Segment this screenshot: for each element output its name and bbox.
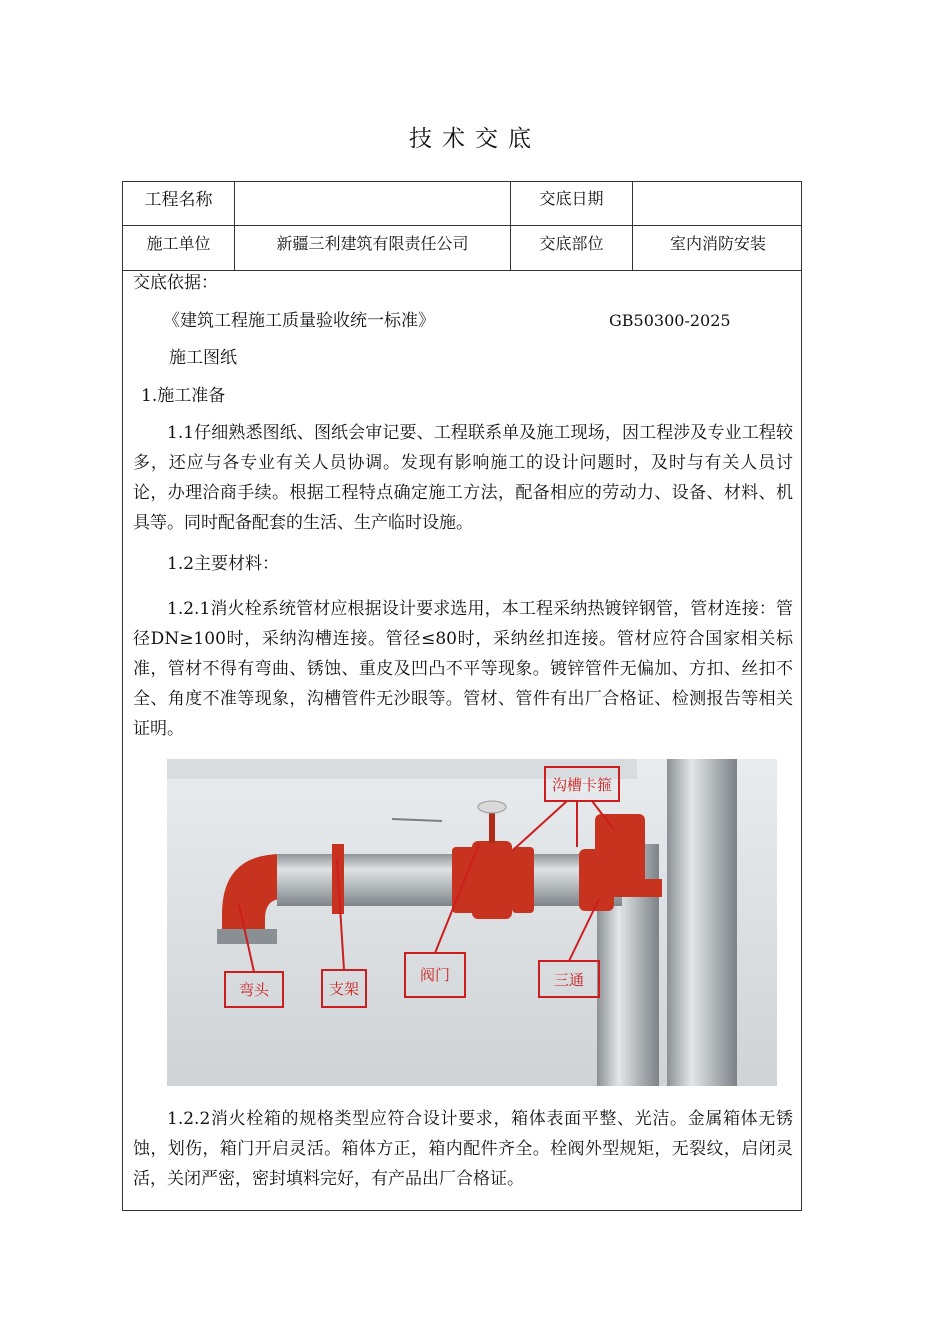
pipe-diagram-svg (167, 759, 777, 1086)
row-divider (123, 225, 801, 226)
col-divider (632, 182, 633, 270)
basis-label: 交底依据： (133, 273, 218, 293)
col-divider (234, 182, 235, 270)
valve-body (472, 841, 512, 919)
company-label: 施工单位 (146, 234, 211, 253)
row-divider (123, 270, 801, 271)
label-groove-clamp: 沟槽卡箍 (551, 776, 613, 794)
pipe-installation-photo (167, 759, 777, 1086)
section-1-title: 1.施工准备 (141, 386, 226, 406)
section-1-2-title: 1.2主要材料： (167, 554, 280, 574)
document-title: 技术交底 (409, 126, 541, 152)
standard-name: 《建筑工程施工质量验收统一标准》 (163, 311, 435, 331)
date-label: 交底日期 (539, 189, 604, 208)
paragraph-1-1: 1.1仔细熟悉图纸、图纸会审记要、工程联系单及施工现场，因工程涉及专业工程较多，还应与各专业有关人员协调。发现有影响施工的设计问题时，及时与有关人员讨论，办理洽商手续。根据工程特点确定施工方法，配备相应的劳动力、设备、材料、机具等。同时配备配套的生活、生产临时设施。 (133, 423, 793, 533)
label-valve: 阀门 (419, 966, 451, 984)
standard-code: GB50300-2025 (609, 311, 731, 330)
label-elbow: 弯头 (238, 981, 270, 999)
horizontal-pipe (277, 854, 622, 906)
disclosure-table (122, 181, 802, 1211)
part-label: 交底部位 (539, 234, 604, 253)
part-value: 室内消防安装 (669, 234, 766, 253)
label-tee: 三通 (553, 971, 585, 989)
project-name-label: 工程名称 (144, 190, 213, 210)
label-bracket: 支架 (328, 980, 360, 998)
drawings-ref: 施工图纸 (169, 348, 237, 368)
vertical-pipe (667, 759, 737, 1086)
paragraph-1-2-2: 1.2.2消火栓箱的规格类型应符合设计要求，箱体表面平整、光洁。金属箱体无锈蚀，划伤，箱门开启灵活。箱体方正，箱内配件齐全。栓阀外型规矩，无裂纹，启闭灵活，关闭严密，密封填料完好，有产品出厂合格证。 (133, 1109, 793, 1189)
paragraph-1-2-1: 1.2.1消火栓系统管材应根据设计要求选用，本工程采纳热镀锌钢管，管材连接：管径DN≥100时，采纳沟槽连接。管径≤80时，采纳丝扣连接。管材应符合国家相关标准，管材不得有弯曲、锈蚀、重皮及凹凸不平等现象。镀锌管件无偏加、方扣、丝扣不全、角度不准等现象，沟槽管件无沙眼等。管材、管件有出厂合格证、检测报告等相关证明。 (133, 599, 793, 739)
company-value: 新疆三利建筑有限责任公司 (276, 234, 469, 253)
